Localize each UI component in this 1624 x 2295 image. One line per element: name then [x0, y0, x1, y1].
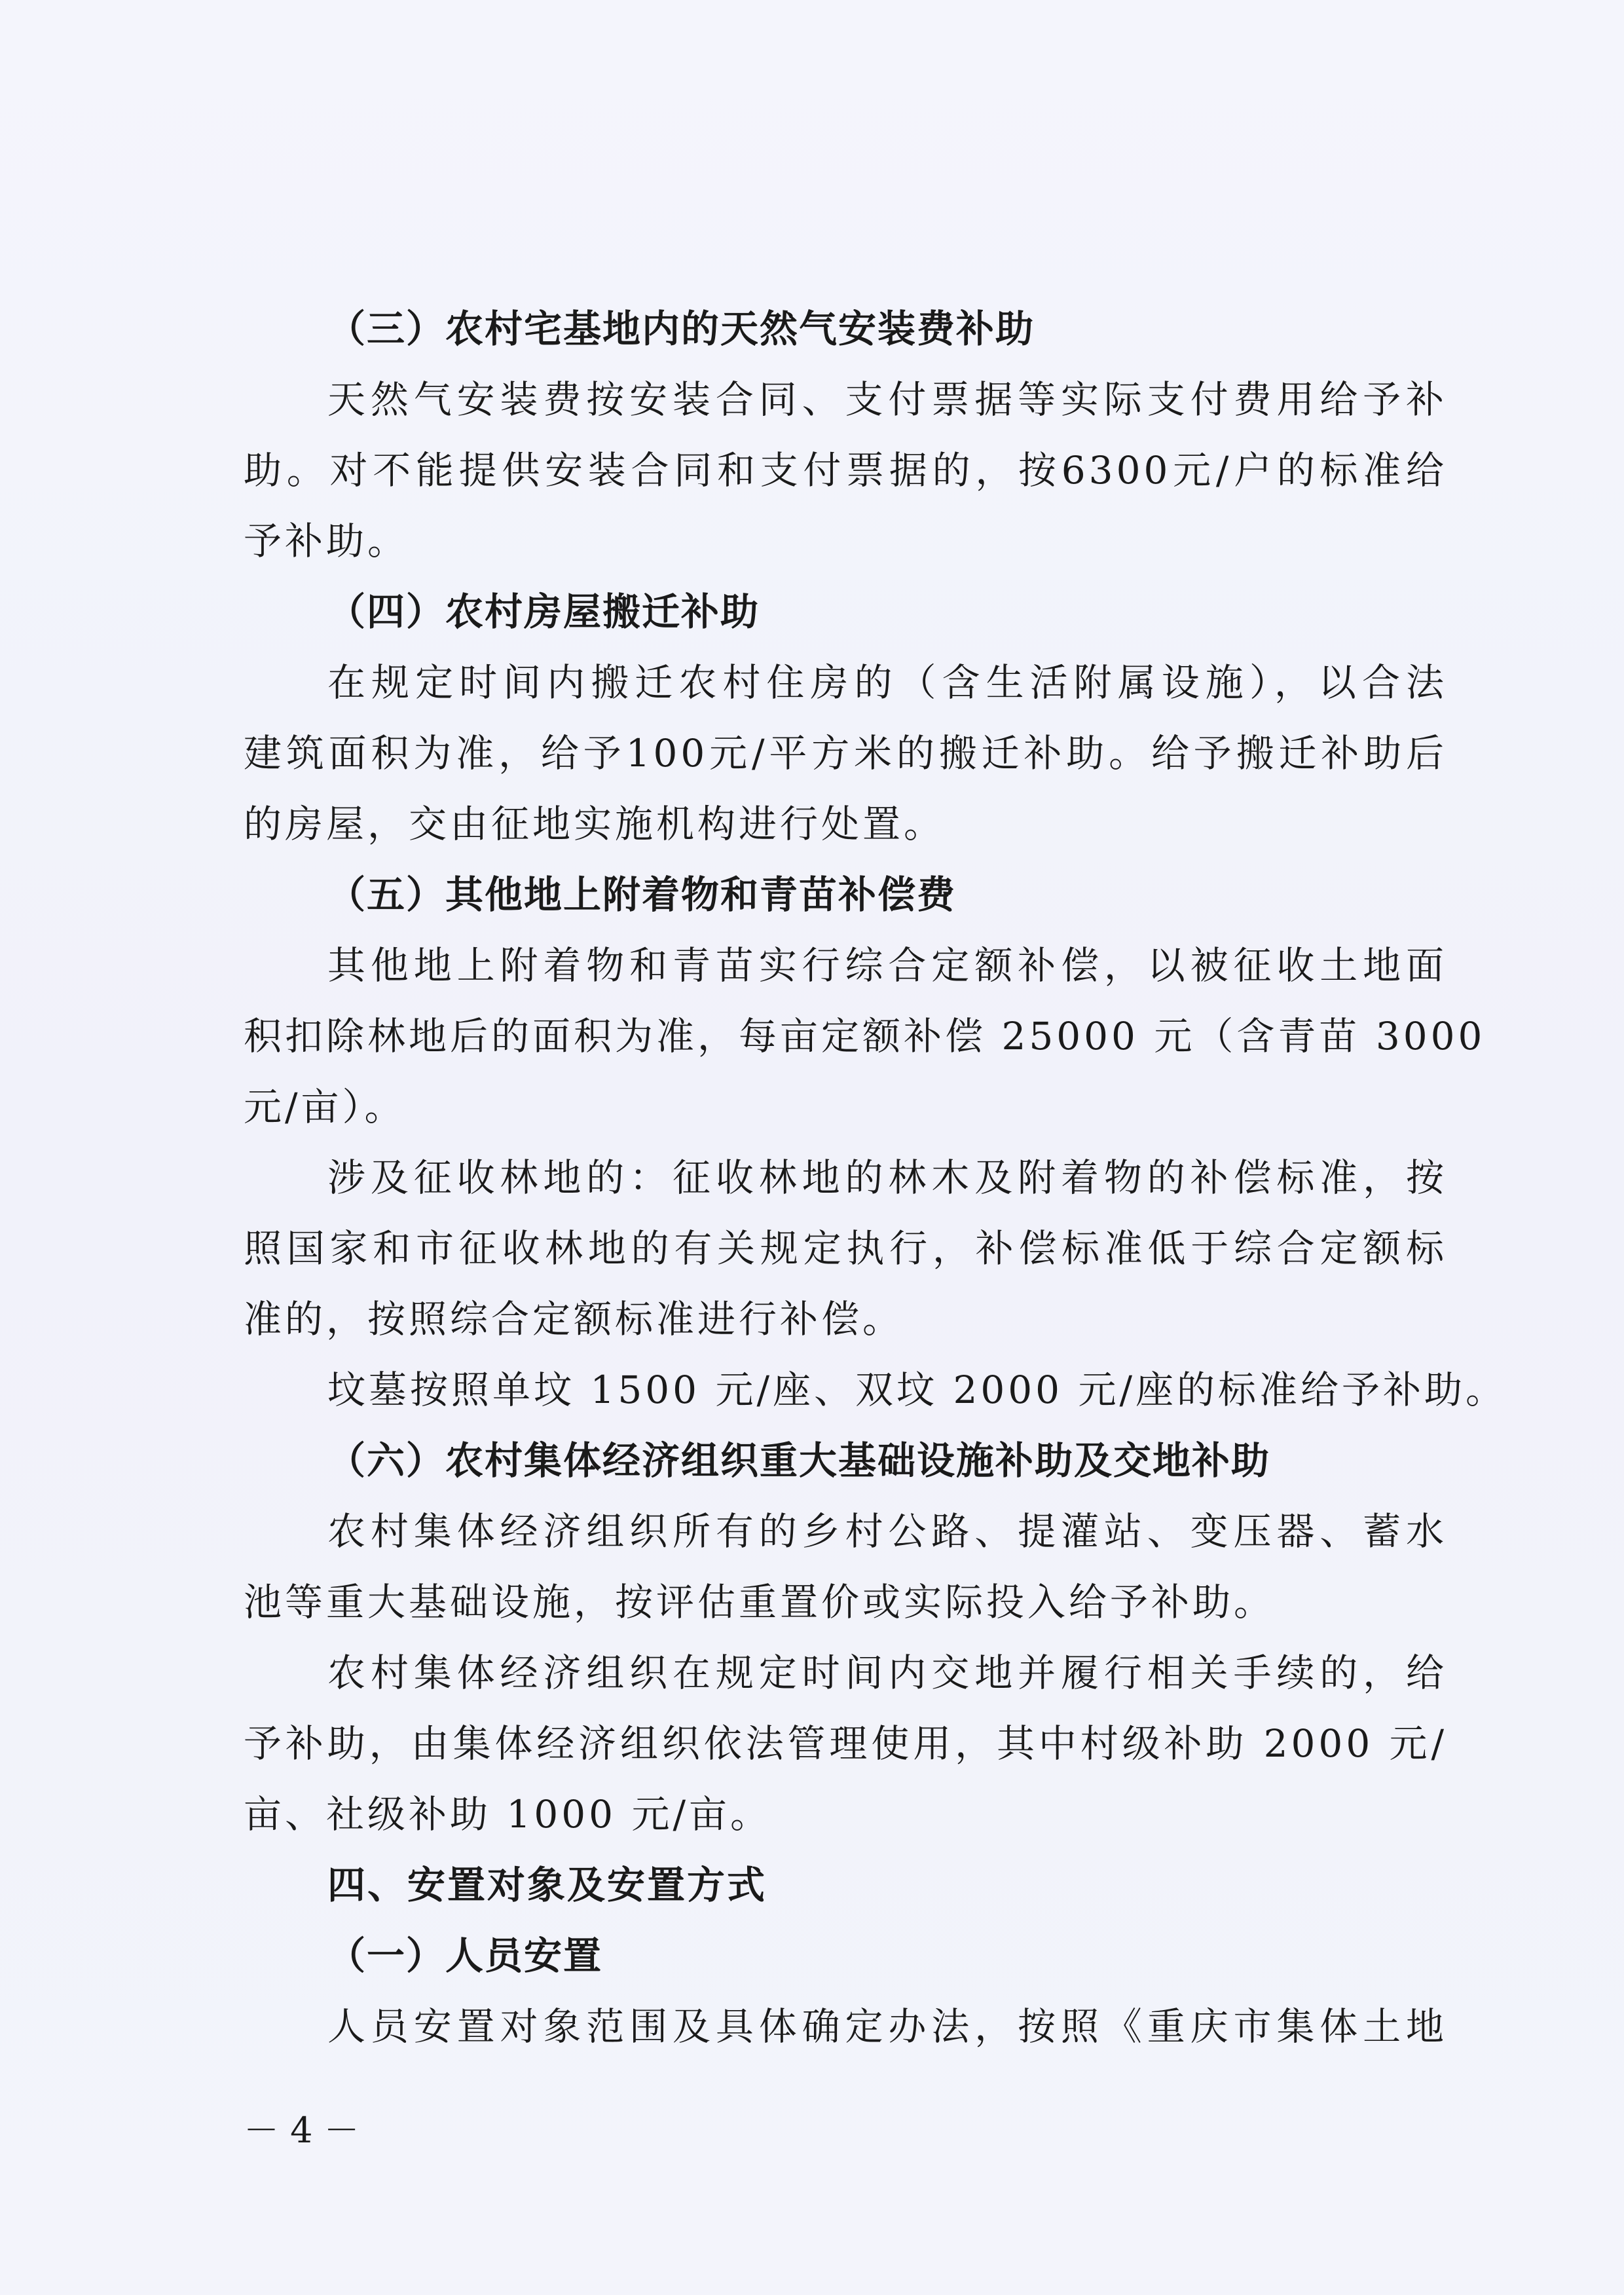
subsection-heading-1: （一）人员安置 [327, 1933, 603, 1978]
paragraph-line: 坟墓按照单坟 1500 元/座、双坟 2000 元/座的标准给予补助。 [327, 1368, 1507, 1412]
document-body [244, 293, 1507, 2062]
paragraph-line: 涉及征收林地的：征收林地的林木及附着物的补偿标准，按 [327, 1155, 1447, 1200]
paragraph-line: 池等重大基础设施，按评估重置价或实际投入给予补助。 [244, 1580, 1276, 1624]
paragraph-line: 的房屋，交由征地实施机构进行处置。 [244, 802, 946, 846]
paragraph-line: 元/亩）。 [244, 1085, 406, 1129]
subsection-heading-5: （五）其他地上附着物和青苗补偿费 [327, 872, 957, 917]
paragraph-line: 农村集体经济组织在规定时间内交地并履行相关手续的，给 [327, 1651, 1447, 1695]
paragraph-line: 天然气安装费按安装合同、支付票据等实际支付费用给予补 [327, 377, 1447, 422]
paragraph-line: 农村集体经济组织所有的乡村公路、提灌站、变压器、蓄水 [327, 1509, 1447, 1554]
paragraph-line: 亩、社级补助 1000 元/亩。 [244, 1792, 772, 1837]
subsection-heading-6: （六）农村集体经济组织重大基础设施补助及交地补助 [327, 1438, 1271, 1483]
subsection-heading-4: （四）农村房屋搬迁补助 [327, 589, 760, 634]
paragraph-line: 助。对不能提供安装合同和支付票据的，按6300元/户的标准给 [244, 448, 1447, 493]
paragraph-line: 予补助，由集体经济组织依法管理使用，其中村级补助 2000 元/ [244, 1721, 1447, 1766]
subsection-heading-3: （三）农村宅基地内的天然气安装费补助 [327, 307, 1035, 351]
paragraph-line: 予补助。 [244, 519, 409, 563]
page-number: － 4 － [244, 2110, 360, 2151]
paragraph-line: 人员安置对象范围及具体确定办法，按照《重庆市集体土地 [327, 2004, 1447, 2049]
paragraph-line: 准的，按照综合定额标准进行补偿。 [244, 1297, 904, 1341]
paragraph-line: 积扣除林地后的面积为准，每亩定额补偿 25000 元（含青苗 3000 [244, 1014, 1486, 1058]
paragraph-line: 照国家和市征收林地的有关规定执行，补偿标准低于综合定额标 [244, 1226, 1447, 1271]
paragraph-line: 其他地上附着物和青苗实行综合定额补偿，以被征收土地面 [327, 943, 1447, 988]
paragraph-line: 建筑面积为准，给予100元/平方米的搬迁补助。给予搬迁补助后 [244, 731, 1447, 775]
section-heading-4: 四、安置对象及安置方式 [327, 1863, 767, 1907]
paragraph-line: 在规定时间内搬迁农村住房的（含生活附属设施），以合法 [327, 660, 1447, 705]
